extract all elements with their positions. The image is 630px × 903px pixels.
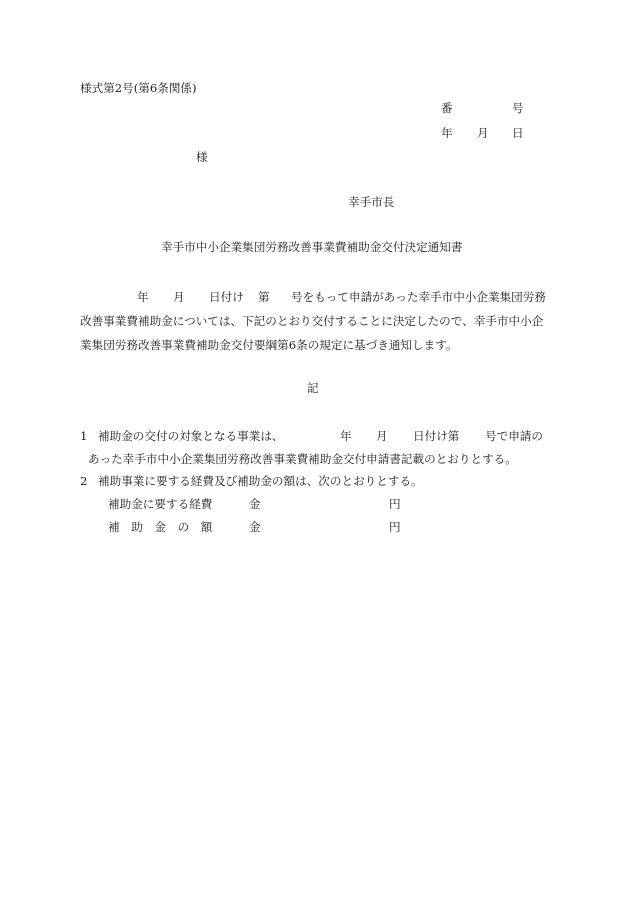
- form-label: 様式第2号(第6条関係): [80, 81, 197, 95]
- item-number: 2: [80, 474, 88, 488]
- amount-kin-label: 金: [249, 520, 261, 534]
- number-label-go: 号: [512, 101, 524, 115]
- item-rest: 号で申請の: [485, 429, 543, 443]
- item-year-label: 年: [340, 429, 352, 443]
- date-month-label: 月: [477, 126, 489, 140]
- item-text: 補助事業に要する経費及び補助金の額は、次のとおりとする。: [98, 474, 423, 488]
- body-line2: 改善事業費補助金については、下記のとおり交付することに決定したので、幸手市中小企: [80, 314, 544, 328]
- item-day-label: 日付け第: [413, 429, 460, 443]
- date-year-label: 年: [441, 126, 453, 140]
- item-text: 補助金の交付の対象となる事業は、: [98, 429, 284, 443]
- amount-kin-label: 金: [249, 497, 261, 511]
- amount-label-expenses: 補助金に要する経費: [108, 497, 213, 511]
- item-number: 1: [80, 429, 88, 443]
- issuer: 幸手市長: [348, 195, 395, 209]
- addressee-suffix: 様: [196, 150, 208, 164]
- document-title: 幸手市中小企業集団労務改善事業費補助金交付決定通知書: [161, 240, 463, 254]
- item-month-label: 月: [376, 429, 388, 443]
- body-year-label: 年: [137, 290, 149, 304]
- body-line3: 業集団労務改善事業費補助金交付要綱第6条の規定に基づき通知します。: [80, 338, 458, 352]
- body-day-label: 日付け: [209, 290, 244, 304]
- number-label-ban: 番: [441, 101, 453, 115]
- amount-label-subsidy: 補 助 金 の 額: [108, 520, 213, 534]
- body-line1-rest: 号をもって申請があった幸手市中小企業集団労務: [291, 290, 546, 304]
- amount-yen-label: 円: [389, 497, 401, 511]
- amount-yen-label: 円: [389, 520, 401, 534]
- body-dai-label: 第: [258, 290, 270, 304]
- body-month-label: 月: [173, 290, 185, 304]
- date-day-label: 日: [512, 126, 524, 140]
- item-continuation: あった幸手市中小企業集団労務改善事業費補助金交付申請書記載のとおりとする。: [88, 452, 517, 466]
- ki-heading: 記: [307, 381, 319, 395]
